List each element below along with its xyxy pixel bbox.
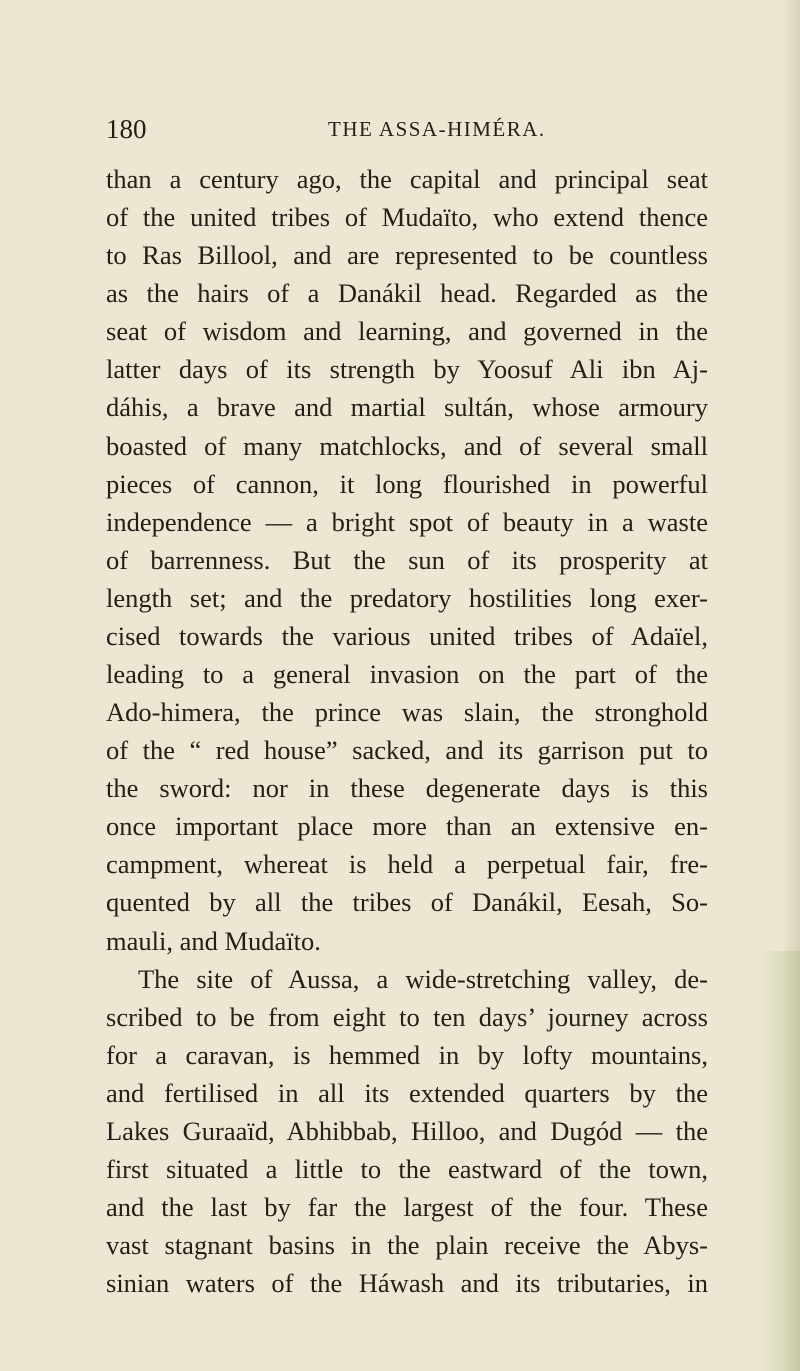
- text-line: Ado-himera, the prince was slain, the stronghold: [106, 697, 708, 728]
- text-line: of the “ red house” sacked, and its garrison put to: [106, 735, 708, 766]
- paragraph-2: [106, 960, 708, 1303]
- text-line: seat of wisdom and learning, and governed in the: [106, 316, 708, 347]
- text-line: once important place more than an extensive en-: [106, 811, 708, 842]
- body-text: [106, 160, 708, 1302]
- text-line: Lakes Guraaïd, Abhibbab, Hilloo, and Dugód — the: [106, 1115, 708, 1146]
- text-line: scribed to be from eight to ten days’ journey across: [106, 1001, 708, 1032]
- text-line: boasted of many matchlocks, and of several small: [106, 430, 708, 461]
- text-line: as the hairs of a Danákil head. Regarded as the: [106, 278, 708, 309]
- text-line: cised towards the various united tribes of Adaïel,: [106, 620, 708, 651]
- text-line: mauli, and Mudaïto.: [106, 925, 321, 956]
- text-line: length set; and the predatory hostilities long exer-: [106, 582, 708, 613]
- paragraph-1: [106, 160, 708, 960]
- page-header: [0, 112, 800, 146]
- text-line: for a caravan, is hemmed in by lofty mountains,: [106, 1039, 708, 1070]
- text-line: vast stagnant basins in the plain receive the Abys-: [106, 1230, 708, 1261]
- text-line: quented by all the tribes of Danákil, Eesah, So-: [106, 887, 708, 918]
- running-head: THE ASSA-HIMÉRA.: [328, 117, 546, 141]
- text-line: pieces of cannon, it long flourished in powerful: [106, 468, 708, 499]
- text-line: than a century ago, the capital and principal seat: [106, 164, 708, 194]
- text-line: the sword: nor in these degenerate days is this: [106, 773, 708, 804]
- text-line: and the last by far the largest of the four. These: [106, 1192, 708, 1223]
- text-line: of barrenness. But the sun of its prosperity at: [106, 544, 708, 575]
- page-number: 180: [106, 114, 147, 144]
- text-line: The site of Aussa, a wide-stretching valley, de-: [138, 963, 708, 994]
- text-line: latter days of its strength by Yoosuf Ali ibn Aj-: [106, 354, 708, 385]
- text-line: to Ras Billool, and are represented to be countless: [106, 240, 708, 271]
- text-line: of the united tribes of Mudaïto, who extend thence: [106, 202, 708, 233]
- text-line: sinian waters of the Háwash and its tributaries, in: [106, 1268, 708, 1299]
- text-line: independence — a bright spot of beauty in a waste: [106, 506, 708, 537]
- text-line: campment, whereat is held a perpetual fair, fre-: [106, 849, 708, 880]
- page-edge-tint: [760, 951, 800, 1371]
- text-line: leading to a general invasion on the part of the: [106, 659, 708, 690]
- text-line: dáhis, a brave and martial sultán, whose armoury: [106, 392, 708, 423]
- text-line: and fertilised in all its extended quarters by the: [106, 1077, 708, 1108]
- text-line: first situated a little to the eastward of the town,: [106, 1154, 708, 1185]
